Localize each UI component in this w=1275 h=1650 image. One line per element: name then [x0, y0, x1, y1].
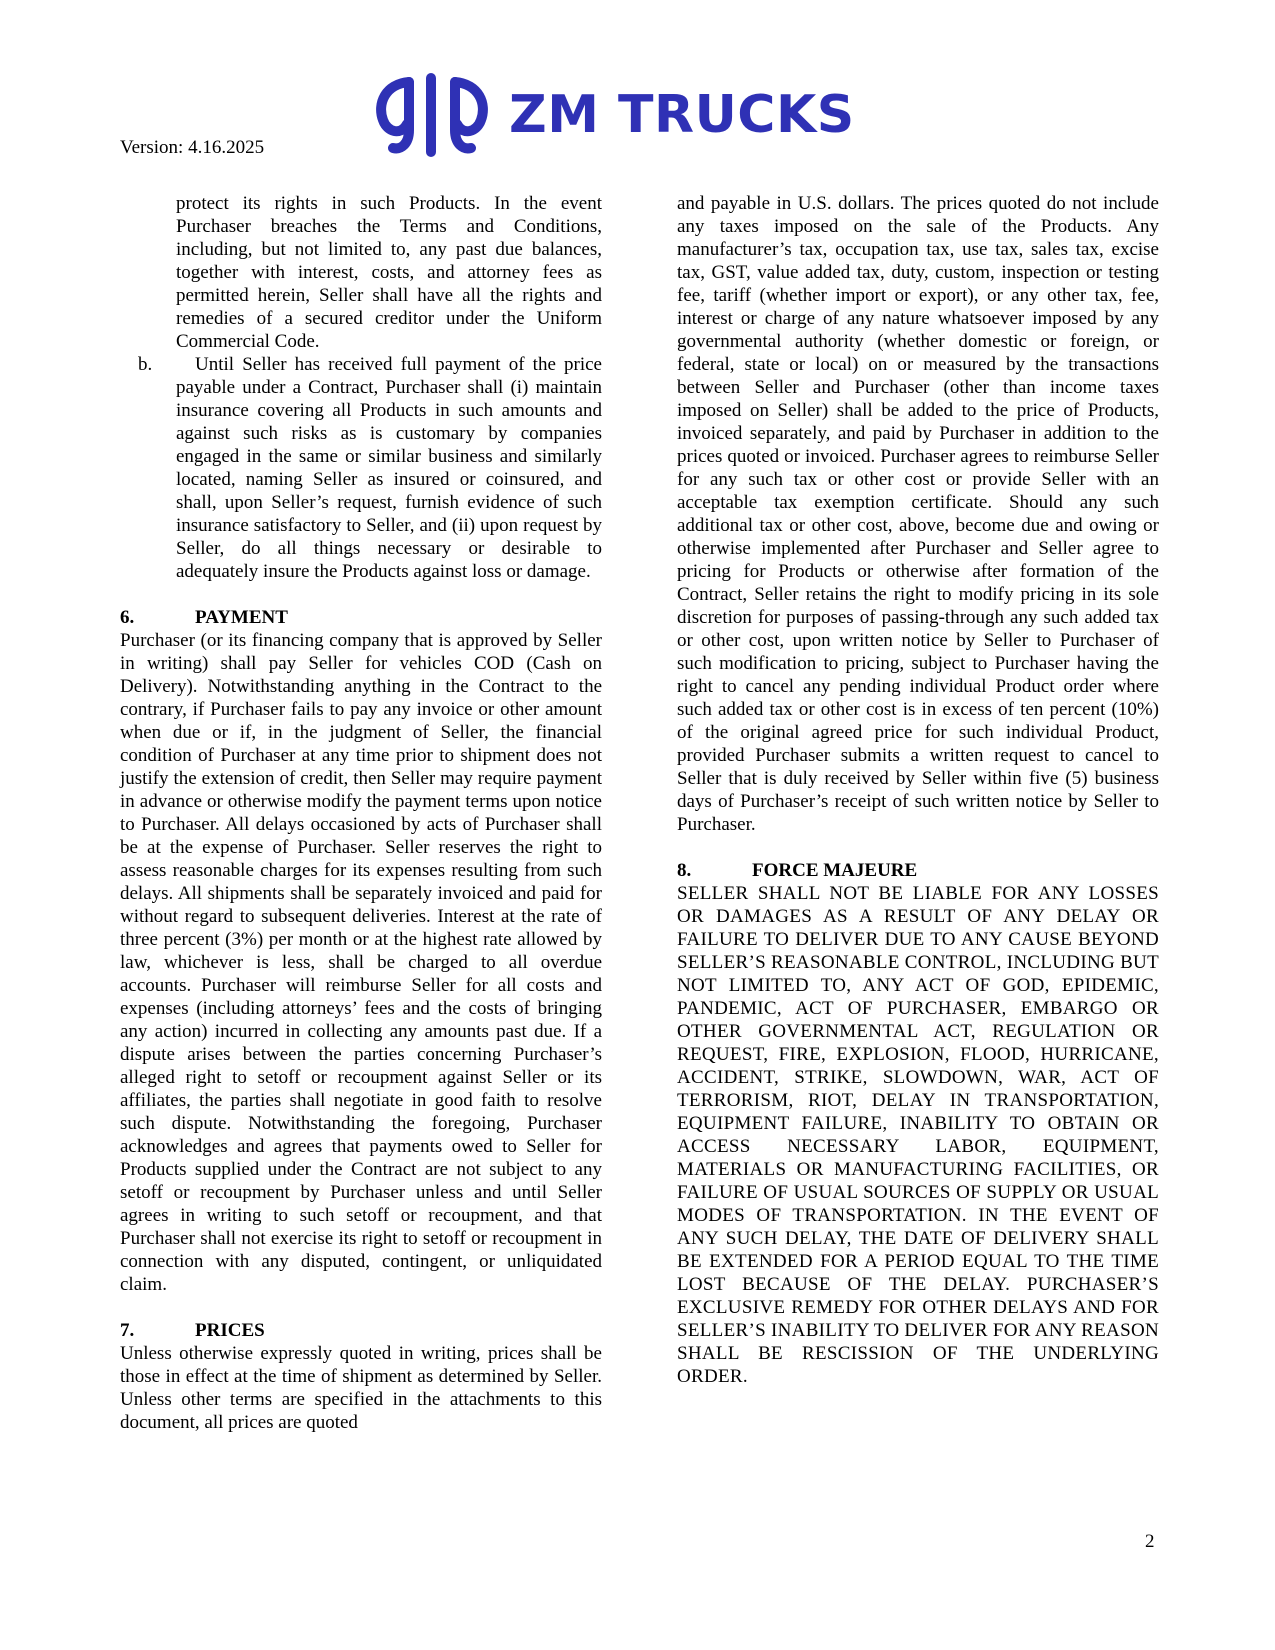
- section-body-force-majeure: SELLER SHALL NOT BE LIABLE FOR ANY LOSSES OR DAMAGES AS A RESULT OF ANY DELAY OR FAILURE TO DELIVER DUE TO ANY CAUSE BEYOND SELLER’S REASONABLE CONTROL, INCLUDING BUT NOT LIMITED TO, ANY ACT OF GOD, EPIDEMIC, PANDEMIC, ACT OF PURCHASER, EMBARGO OR OTHER GOVERNMENTAL ACT, REGULATION OR REQUEST, FIRE, EXPLOSION, FLOOD, HURRICANE, ACCIDENT, STRIKE, SLOWDOWN, WAR, ACT OF TERRORISM, RIOT, DELAY IN TRANSPORTATION, EQUIPMENT FAILURE, INABILITY TO OBTAIN OR ACCESS NECESSARY LABOR, EQUIPMENT, MATERIALS OR MANUFACTURING FACILITIES, OR FAILURE OF USUAL SOURCES OF SUPPLY OR USUAL MODES OF TRANSPORTATION. IN THE EVENT OF ANY SUCH DELAY, THE DATE OF DELIVERY SHALL BE EXTENDED FOR A PERIOD EQUAL TO THE TIME LOST BECAUSE OF THE DELAY. PURCHASER’S EXCLUSIVE REMEDY FOR OTHER DELAYS AND FOR SELLER’S INABILITY TO DELIVER FOR ANY REASON SHALL BE RESCISSION OF THE UNDERLYING ORDER.: [677, 883, 1159, 1387]
- section-heading-prices: [120, 1319, 602, 1342]
- section-title: PAYMENT: [195, 607, 288, 628]
- section-heading-payment: [120, 606, 602, 629]
- list-item-text: Until Seller has received full payment of the price payable under a Contract, Purchaser shall (i) maintain insurance covering all Products in such amounts and against such risks as is customary by companies engaged in the same or similar business and similarly located, naming Seller as insured or coinsured, and shall, upon Seller’s request, furnish evidence of such insurance satisfactory to Seller, and (ii) upon request by Seller, do all things necessary or desirable to adequately insure the Products against loss or damage.: [176, 354, 602, 582]
- zm-logo-mark-icon: [373, 72, 491, 158]
- list-item-label: b.: [138, 354, 153, 375]
- section-body-prices: Unless otherwise expressly quoted in writing, prices shall be those in effect at the time of shipment as determined by Seller. Unless other terms are specified in the attachments to this document, all prices are quoted: [120, 1343, 602, 1433]
- list-item-b: [120, 353, 602, 583]
- section-heading-force-majeure: [677, 859, 1159, 882]
- right-column: [677, 192, 1159, 1388]
- company-logo: [373, 72, 855, 158]
- section-title: FORCE MAJEURE: [752, 860, 918, 881]
- logo-wordmark: ZM TRUCKS: [509, 85, 855, 145]
- section-body-prices-continued: and payable in U.S. dollars. The prices quoted do not include any taxes imposed on the sale of the Products. Any manufacturer’s tax, occupation tax, use tax, sales tax, excise tax, GST, value added tax, duty, custom, inspection or testing fee, tariff (whether import or export), or any other tax, fee, interest or charge of any nature whatsoever imposed by any governmental authority (whether domestic or foreign, or federal, state or local) on or measured by the transactions between Seller and Purchaser (other than income taxes imposed on Seller) shall be added to the price of Products, invoiced separately, and paid by Purchaser in addition to the prices quoted or invoiced. Purchaser agrees to reimburse Seller for any such tax or other cost or provide Seller with an acceptable tax exemption certificate. Should any such additional tax or other cost, above, become due and owing or otherwise implemented after Purchaser and Seller agree to pricing for Products or otherwise after formation of the Contract, Seller retains the right to modify pricing in its sole discretion for purposes of passing-through any such added tax or other cost, upon written notice by Seller to Purchaser of such modification to pricing, subject to Purchaser having the right to cancel any pending individual Product order where such added tax or other cost is in excess of ten percent (10%) of the original agreed price for such individual Product, provided Purchaser submits a written request to cancel to Seller that is duly received by Seller within five (5) business days of Purchaser’s receipt of such written notice by Seller to Purchaser.: [677, 193, 1159, 835]
- version-label: Version: 4.16.2025: [120, 137, 265, 158]
- section-title: PRICES: [195, 1320, 265, 1341]
- page-number: 2: [1145, 1531, 1155, 1552]
- section-number: 8.: [677, 860, 692, 881]
- section-number: 6.: [120, 607, 135, 628]
- item-a-continued: protect its rights in such Products. In the event Purchaser breaches the Terms and Conditions, including, but not limited to, any past due balances, together with interest, costs, and attorney fees as permitted herein, Seller shall have all the rights and remedies of a secured creditor under the Uniform Commercial Code.: [176, 193, 602, 352]
- section-body-payment: Purchaser (or its financing company that is approved by Seller in writing) shall pay Seller for vehicles COD (Cash on Delivery). Notwithstanding anything in the Contract to the contrary, if Purchaser fails to pay any invoice or other amount when due or if, in the judgment of Seller, the financial condition of Purchaser at any time prior to shipment does not justify the extension of credit, then Seller may require payment in advance or otherwise modify the payment terms upon notice to Purchaser. All delays occasioned by acts of Purchaser shall be at the expense of Purchaser. Seller reserves the right to assess reasonable charges for its expenses resulting from such delays. All shipments shall be separately invoiced and paid for without regard to subsequent deliveries. Interest at the rate of three percent (3%) per month or at the highest rate allowed by law, whichever is less, shall be charged to all overdue accounts. Purchaser will reimburse Seller for all costs and expenses (including attorneys’ fees and the costs of bringing any action) incurred in collecting any amounts past due. If a dispute arises between the parties concerning Purchaser’s alleged right to setoff or recoupment against Seller or its affiliates, the parties shall negotiate in good faith to resolve such dispute. Notwithstanding the foregoing, Purchaser acknowledges and agrees that payments owed to Seller for Products supplied under the Contract are not subject to any setoff or recoupment by Purchaser unless and until Seller agrees in writing to such setoff or recoupment, and that Purchaser shall not exercise its right to setoff or recoupment in connection with any disputed, contingent, or unliquidated claim.: [120, 630, 602, 1295]
- section-number: 7.: [120, 1320, 135, 1341]
- left-column: [120, 192, 602, 1434]
